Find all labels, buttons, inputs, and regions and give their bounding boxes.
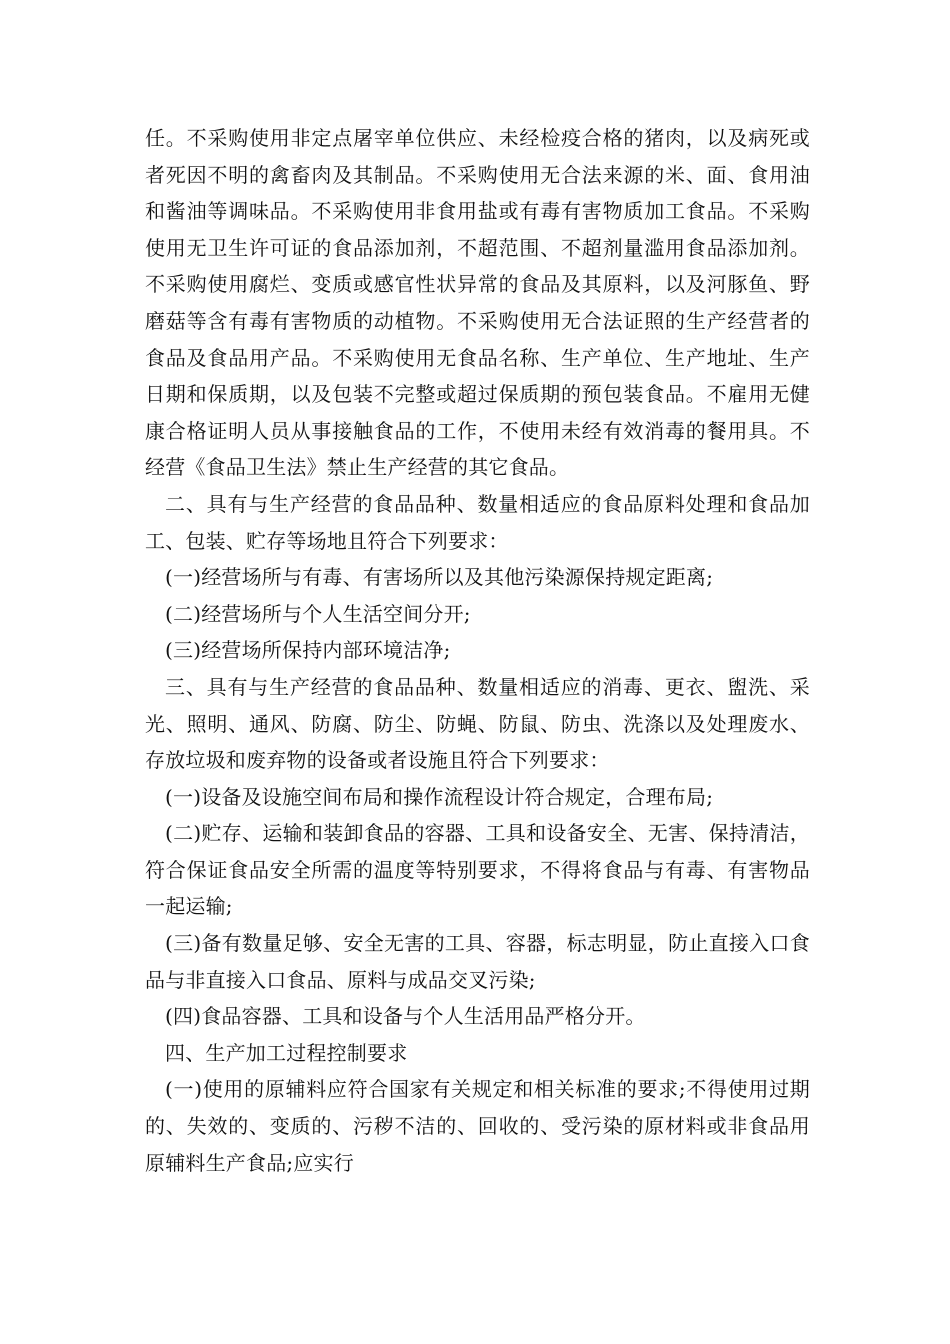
section-heading-2: 二、具有与生产经营的食品品种、数量相适应的食品原料处理和食品加工、包装、贮存等场地且符合下列要求：: [145, 491, 810, 553]
list-item: (四)食品容器、工具和设备与个人生活用品严格分开。: [165, 1004, 646, 1029]
list-item: (三)备有数量足够、安全无害的工具、容器，标志明显，防止直接入口食品与非直接入口食品、原料与成品交叉污染;: [145, 931, 810, 992]
list-item: (一)设备及设施空间布局和操作流程设计符合规定，合理布局;: [165, 784, 714, 809]
list-item: (二)经营场所与个人生活空间分开;: [165, 601, 471, 626]
list-item: (三)经营场所保持内部环境洁净;: [165, 638, 451, 663]
document-body: [145, 120, 810, 1181]
list-item: (二)贮存、运输和装卸食品的容器、工具和设备安全、无害、保持清洁，符合保证食品安全所需的温度等特别要求，不得将食品与有毒、有害物品一起运输;: [145, 821, 810, 919]
list-item: (一)经营场所与有毒、有害场所以及其他污染源保持规定距离;: [165, 565, 714, 590]
paragraph-continuation: 任。不采购使用非定点屠宰单位供应、未经检疫合格的猪肉，以及病死或者死因不明的禽畜肉及其制品。不采购使用无合法来源的米、面、食用油和酱油等调味品。不采购使用非食用盐或有毒有害物质加工食品。不采购使用无卫生许可证的食品添加剂，不超范围、不超剂量滥用食品添加剂。不采购使用腐烂、变质或感官性状异常的食品及其原料，以及河豚鱼、野磨菇等含有毒有害物质的动植物。不采购使用无合法证照的生产经营者的食品及食品用产品。不采购使用无食品名称、生产单位、生产地址、生产日期和保质期，以及包装不完整或超过保质期的预包装食品。不雇用无健康合格证明人员从事接触食品的工作，不使用未经有效消毒的餐用具。不经营《食品卫生法》禁止生产经营的其它食品。: [145, 126, 810, 480]
section-heading-3: 三、具有与生产经营的食品品种、数量相适应的消毒、更衣、盥洗、采光、照明、通风、防腐、防尘、防蝇、防鼠、防虫、洗涤以及处理废水、存放垃圾和废弃物的设备或者设施且符合下列要求：: [145, 674, 810, 773]
list-item: (一)使用的原辅料应符合国家有关规定和相关标准的要求;不得使用过期的、失效的、变质的、污秽不洁的、回收的、受污染的原材料或非食品用原辅料生产食品;应实行: [145, 1077, 810, 1175]
section-heading-4: 四、生产加工过程控制要求: [165, 1040, 408, 1065]
